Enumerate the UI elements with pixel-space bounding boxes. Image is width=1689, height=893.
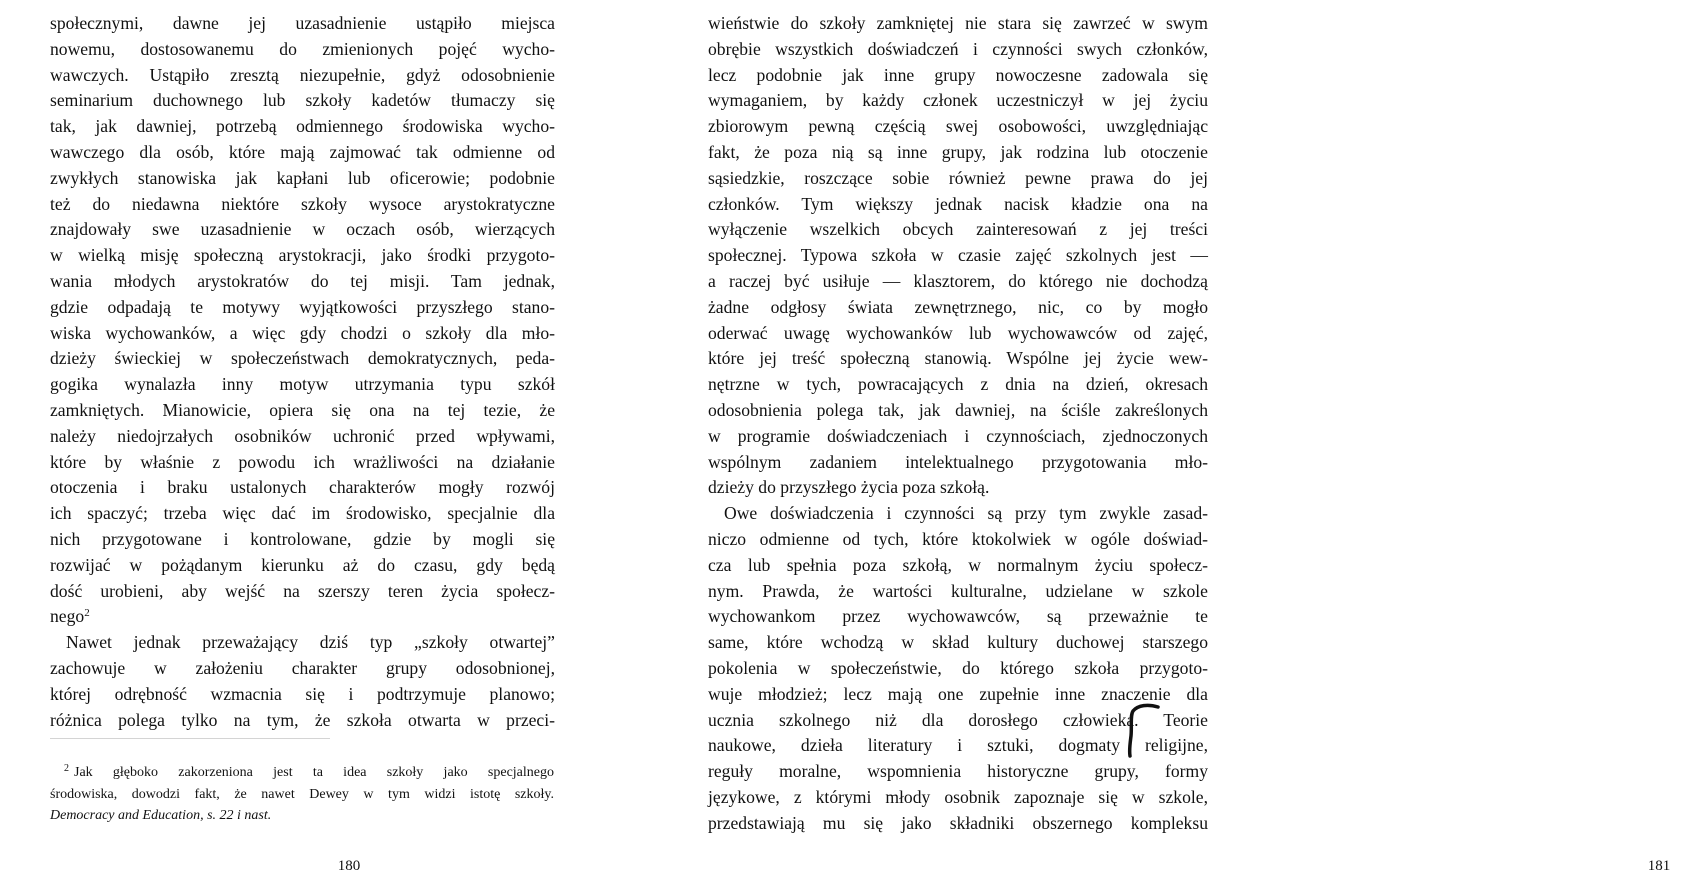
text-line: odosobnienia polega tak, jak dawniej, na ściśle zakreślonych: [708, 399, 1208, 420]
footnote-citation: Democracy and Education, s. 22 i nast.: [50, 808, 272, 823]
text-line: społecznymi, dawne jej uzasadnienie ustąpiło miejsca: [50, 13, 555, 33]
footnote-text: Jak głęboko zakorzeniona jest ta idea szkoły jako specjalnego: [74, 765, 554, 780]
text-line: nym. Prawda, że wartości kulturalne, udzielane w szkole: [708, 580, 1208, 601]
text-line: wspólnym zadaniem intelektualnego przygotowania mło-: [708, 451, 1208, 472]
handwritten-mark-stroke: [1130, 705, 1158, 756]
text-line: wieństwie do szkoły zamkniętej nie stara się zawrzeć w swym: [708, 13, 1208, 33]
text-line: wiska wychowanków, a więc gdy chodzi o szkoły dla mło-: [50, 322, 555, 343]
text-line: w programie doświadczeniach i czynnościach, zjednoczonych: [708, 425, 1208, 446]
text-line: które jej treść społeczną stanowią. Wspólne jej życie wew-: [708, 348, 1208, 369]
paragraph-start-line: Nawet jednak przeważający dziś typ „szkoły otwartej”: [66, 632, 555, 653]
footnote-line: [64, 762, 554, 784]
text-line: zwykłych stanowiska jak kapłani lub oficerowie; podobnie: [50, 167, 555, 188]
text-line: seminarium duchownego lub szkoły kadetów tłumaczy się: [50, 90, 555, 111]
text-line: w wielką misję społeczną arystokracji, jako środki przygoto-: [50, 245, 555, 266]
text-line: pokolenia w społeczeństwie, do którego szkoła przygoto-: [708, 657, 1208, 678]
text-line: zachowuje w założeniu charakter grupy odosobnionej,: [50, 657, 555, 678]
text-line: [50, 604, 555, 630]
text-line: wania młodych arystokratów do tej misji. Tam jednak,: [50, 270, 555, 291]
text-line: żadne odgłosy świata zewnętrznego, nic, co by mogło: [708, 296, 1208, 317]
text-line: obrębie wszystkich doświadczeń i czynności swych członków,: [708, 38, 1208, 59]
text-line: znajdowały swe uzasadnienie w oczach osób, wierzących: [50, 219, 555, 240]
page-number-left: 180: [337, 858, 361, 874]
text-line: też do niedawna niektóre szkoły wysoce arystokratyczne: [50, 193, 555, 214]
text-line: ich spaczyć; trzeba więc dać im środowisko, specjalnie dla: [50, 503, 555, 524]
left-page-text: [50, 11, 555, 733]
text-line: otoczenia i braku ustalonych charakterów mogły rozwój: [50, 477, 555, 498]
page-number-right: 181: [1647, 858, 1671, 874]
text-line: oderwać uwagę wychowanków lub wychowawców od zajęć,: [708, 322, 1208, 343]
text-line: ucznia szkolnego niż dla dorosłego człowieka. Teorie: [708, 709, 1208, 730]
text-line: której odrębność wzmacnia się i podtrzymuje planowo;: [50, 683, 555, 704]
footnote-line: [50, 805, 554, 827]
text-line: dość urobieni, aby wejść na szerszy teren życia społecz-: [50, 580, 555, 601]
text-line: a raczej być usiłuje — klasztorem, do którego nie dochodzą: [708, 270, 1208, 291]
text-line: różnica polega tylko na tym, że szkoła otwarta w przeci-: [50, 709, 555, 730]
text-line: wychowankom przez wychowawców, są przeważnie te: [708, 606, 1208, 627]
text-line: zbiorowym pewną częścią swej osobowości, uwzględniając: [708, 116, 1208, 137]
text-line: nich przygotowane i kontrolowane, gdzie by mogli się: [50, 528, 555, 549]
text-line: gogika wynalazła inny motyw utrzymania typu szkół: [50, 374, 555, 395]
text-line: należy niedojrzałych osobników uchronić przed wpływami,: [50, 425, 555, 446]
text-line: gdzie odpadają te motywy wyjątkowości przyszłego stano-: [50, 296, 555, 317]
text-line: dzieży do przyszłego życia poza szkołą.: [708, 477, 990, 498]
paragraph-start-line: Owe doświadczenia i czynności są przy tym zwykle zasad-: [724, 503, 1208, 524]
text-line: wymaganiem, by każdy członek uczestniczył w jej życiu: [708, 90, 1208, 111]
footnote: [50, 762, 554, 827]
text-line: tak, jak dawniej, potrzebą odmiennego środowiska wycho-: [50, 116, 555, 137]
text-line: reguły moralne, wspomnienia historyczne grupy, formy: [708, 761, 1208, 782]
text-line: lecz podobnie jak inne grupy nowoczesne zadowala się: [708, 64, 1208, 85]
text-line: naukowe, dzieła literatury i sztuki, dogmaty religijne,: [708, 735, 1208, 756]
text-line: nowemu, dostosowanemu do zmienionych pojęć wycho-: [50, 38, 555, 59]
text-line: niczo odmienne od tych, które ktokolwiek w ogóle doświad-: [708, 528, 1208, 549]
text-line: same, które wchodzą w skład kultury duchowej starszego: [708, 632, 1208, 653]
text-line: wawczych. Ustąpiło zresztą niezupełnie, gdyż odosobnienie: [50, 64, 555, 85]
handwritten-paragraph-mark: [1124, 702, 1164, 758]
text-line: sąsiedzkie, roszczące sobie również pewne prawa do jej: [708, 167, 1208, 188]
footnote-marker: 2: [84, 607, 90, 620]
text-line: rozwijać w pożądanym kierunku aż do czasu, gdy będą: [50, 554, 555, 575]
text-line: wawczego dla osób, które mają zajmować tak odmienne od: [50, 141, 555, 162]
footnote-number: 2: [64, 763, 69, 774]
footnote-divider: [50, 738, 330, 739]
text-line: dzieży świeckiej w społeczeństwach demokratycznych, peda-: [50, 348, 555, 369]
text-line: wuje młodzież; lecz mają one zupełnie inne znaczenie dla: [708, 683, 1208, 704]
text-line: zamkniętych. Mianowicie, opiera się ona na tej tezie, że: [50, 399, 555, 420]
text-line: językowe, z którymi młody osobnik zapoznaje się w szkole,: [708, 786, 1208, 807]
text-line: społecznej. Typowa szkoła w czasie zajęć szkolnych jest —: [708, 245, 1208, 266]
text-line: nętrzne w tych, powracających z dnia na dzień, okresach: [708, 374, 1208, 395]
footnote-line: środowiska, dowodzi fakt, że nawet Dewey w tym widzi istotę szkoły.: [50, 786, 554, 802]
text-line-end: nego: [50, 606, 85, 627]
text-line: wyłączenie wszelkich obcych zainteresowań z jej treści: [708, 219, 1208, 240]
text-line: przedstawiają mu się jako składniki obszernego kompleksu: [708, 812, 1208, 833]
text-line: fakt, że poza nią są inne grupy, jak rodzina lub otoczenie: [708, 141, 1208, 162]
text-line: członków. Tym większy jednak nacisk kładzie ona na: [708, 193, 1208, 214]
text-line: cza lub spełnia poza szkołą, w normalnym życiu społecz-: [708, 554, 1208, 575]
text-line: które by właśnie z powodu ich wrażliwości na działanie: [50, 451, 555, 472]
